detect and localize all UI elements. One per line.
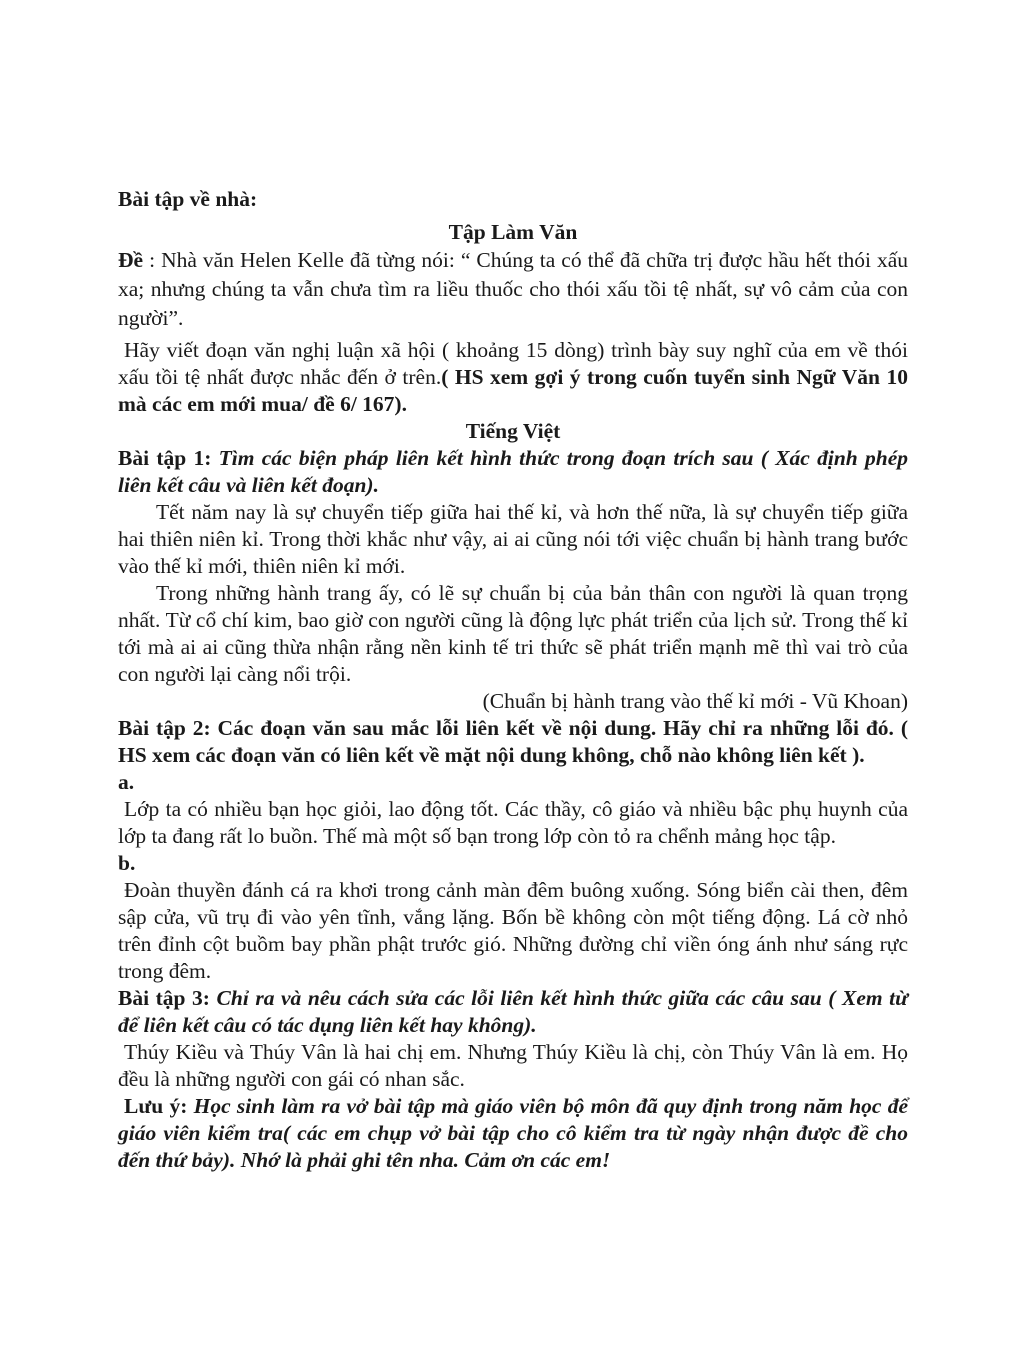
document-heading: Bài tập về nhà:	[118, 187, 258, 211]
exercise-3-sentences: Thúy Kiều và Thúy Vân là hai chị em. Nhưng Thúy Kiều là chị, còn Thúy Vân là em. Họ đều là những người con gái có nhan sắc.	[118, 1040, 908, 1091]
exercise-1-label: Bài tập 1:	[118, 446, 219, 470]
de-text: : Nhà văn Helen Kelle đã từng nói: “ Chúng ta có thể đã chữa trị được hầu hết thói xấu xa; nhưng chúng ta vẫn chưa tìm ra liều thuốc cho thói xấu tồi tệ nhất, sự vô cảm của con người”.	[118, 248, 908, 330]
exercise-1-prompt	[118, 445, 908, 499]
exercise-2-b-text: Đoàn thuyền đánh cá ra khơi trong cảnh màn đêm buông xuống. Sóng biển cài then, đêm sập cửa, vũ trụ đi vào yên tĩnh, vắng lặng. Bốn bề không còn một tiếng động. Lá cờ nhỏ trên đỉnh cột buồm bay phần phật trước gió. Những đường chỉ viền óng ánh như sáng rực trong đêm.	[118, 878, 908, 983]
exercise-1-paragraph-1: Tết năm nay là sự chuyển tiếp giữa hai thế kỉ, và hơn thế nữa, là sự chuyển tiếp giữa hai thiên niên kỉ. Trong thời khắc như vậy, ai ai cũng nói tới việc chuẩn bị hành trang bước vào thế kỉ mới, thiên niên kỉ mới.	[118, 500, 908, 578]
teacher-note	[118, 1093, 908, 1174]
note-label: Lưu ý:	[124, 1094, 194, 1118]
exercise-2-prompt: Bài tập 2: Các đoạn văn sau mắc lỗi liên kết về nội dung. Hãy chỉ ra những lỗi đó. ( HS xem các đoạn văn có liên kết về mặt nội dung không, chỗ nào không liên kết ).	[118, 716, 908, 767]
exercise-3-text: Chỉ ra và nêu cách sửa các lỗi liên kết hình thức giữa các câu sau ( Xem từ để liên kết câu có tác dụng liên kết hay không).	[118, 986, 909, 1037]
homework-document	[118, 186, 908, 1174]
exercise-3-prompt	[118, 985, 908, 1039]
note-text: Học sinh làm ra vở bài tập mà giáo viên bộ môn đã quy định trong năm học để giáo viên kiểm tra( các em chụp vở bài tập cho cô kiểm tra từ ngày nhận được đề cho đến thứ bảy). Nhớ là phải ghi tên nha. Cảm ơn các em!	[118, 1094, 909, 1172]
essay-prompt	[118, 246, 908, 333]
exercise-1-text: Tìm các biện pháp liên kết hình thức trong đoạn trích sau ( Xác định phép liên kết câu và liên kết đoạn).	[118, 446, 908, 497]
exercise-1-source: (Chuẩn bị hành trang vào thế kỉ mới - Vũ Khoan)	[482, 689, 908, 713]
exercise-2-a-label: a.	[118, 770, 135, 794]
exercise-2-a-text: Lớp ta có nhiều bạn học giỏi, lao động tốt. Các thầy, cô giáo và nhiều bậc phụ huynh của lớp ta đang rất lo buồn. Thế mà một số bạn trong lớp còn tỏ ra chểnh mảng học tập.	[118, 797, 908, 848]
task-text: Hãy viết đoạn văn nghị luận xã hội ( khoảng 15 dòng) trình bày suy nghĩ của em về thói xấu tồi tệ nhất được nhắc đến ở trên.	[118, 338, 908, 389]
task-hint: ( HS xem gợi ý trong cuốn tuyển sinh Ngữ Văn 10 mà các em mới mua/ đề 6/ 167).	[118, 365, 908, 416]
de-label: Đề	[118, 248, 144, 272]
essay-task	[118, 337, 908, 418]
exercise-2-b-label: b.	[118, 851, 136, 875]
exercise-3-label: Bài tập 3:	[118, 986, 217, 1010]
section-title-tap-lam-van: Tập Làm Văn	[448, 220, 578, 244]
exercise-1-paragraph-2: Trong những hành trang ấy, có lẽ sự chuẩn bị của bản thân con người là quan trọng nhất. Từ cổ chí kim, bao giờ con người cũng là động lực phát triển của lịch sử. Trong thế kỉ tới mà ai ai cũng thừa nhận rằng nền kinh tế tri thức sẽ phát triển mạnh mẽ thì vai trò của con người lại càng nổi trội.	[118, 581, 908, 686]
section-title-tieng-viet: Tiếng Việt	[465, 419, 561, 443]
